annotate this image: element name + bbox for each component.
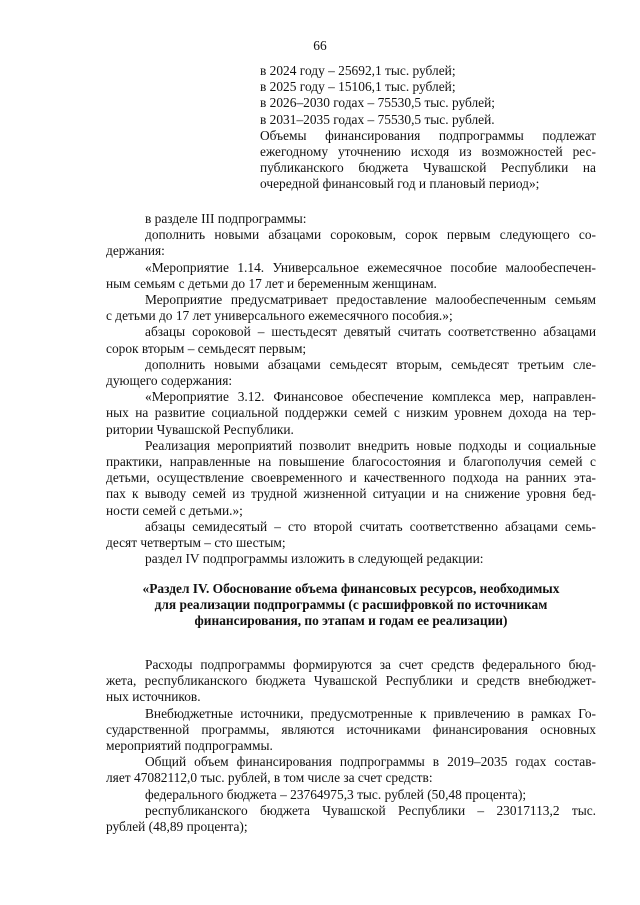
paragraph-line: абзацы сороковой – шестьдесят девятый считать соответственно абзацами [145, 324, 596, 340]
section-iv-text [106, 657, 596, 835]
paragraph-line: Реализация мероприятий позволит внедрить новые подходы и социальные [145, 437, 596, 453]
paragraph-line: пах к выводу семей из трудной жизненной ситуации и на снижение уровня бед- [106, 486, 596, 502]
paragraph-line: «Мероприятие 1.14. Универсальное ежемесячное пособие малообеспечен- [145, 259, 596, 275]
paragraph-line: жета, республиканского бюджета Чувашской Республики и средств внебюджет- [106, 673, 596, 689]
section-heading [106, 581, 596, 630]
paragraph [106, 324, 596, 356]
funding-year-line: в 2026–2030 годах – 75530,5 тыс. рублей; [260, 95, 495, 111]
paragraph-line: раздел IV подпрограммы изложить в следующей редакции: [145, 551, 484, 567]
funding-year-line: в 2025 году – 15106,1 тыс. рублей; [260, 79, 456, 95]
paragraph-line: ляет 47082112,0 тыс. рублей, в том числе за счет средств: [106, 770, 433, 786]
paragraph [106, 227, 596, 259]
funding-year-line: в 2024 году – 25692,1 тыс. рублей; [260, 63, 456, 78]
section-heading-line: для реализации подпрограммы (с расшифровкой по источникам [154, 597, 548, 613]
paragraph [106, 292, 596, 324]
paragraph-line: дующего содержания: [106, 373, 233, 389]
paragraph [106, 551, 596, 567]
paragraph [106, 211, 596, 227]
paragraph-line: практики, направленные на повышение благосостояния и благополучия семей с [106, 454, 596, 470]
paragraph-line: Расходы подпрограммы формируются за счет средств федерального бюд- [145, 657, 596, 672]
paragraph-line: сорок вторым – семьдесят первым; [106, 340, 307, 356]
paragraph [106, 754, 596, 786]
paragraph-line: дополнить новыми абзацами семьдесят вторым, семьдесят третьим сле- [145, 356, 596, 372]
paragraph-line: детьми, осуществление своевременного и качественного подхода на ранних эта- [106, 470, 596, 486]
paragraph-line: сударственной программы, являются источниками финансирования основных [106, 721, 596, 737]
paragraph [106, 438, 596, 519]
funding-note-line: Объемы финансирования подпрограммы подлежат [260, 127, 596, 143]
paragraph-line: ритории Чувашской Республики. [106, 421, 294, 437]
paragraph-line: Общий объем финансирования подпрограммы в 2019–2035 годах состав- [145, 754, 596, 770]
funding-note-line: ежегодному уточнению исходя из возможностей рес- [260, 144, 596, 160]
paragraph-line: с детьми до 17 лет универсального ежемесячного пособия.»; [106, 308, 453, 324]
paragraph-line: ных источников. [106, 689, 201, 705]
paragraph [106, 803, 596, 835]
paragraph-line: федерального бюджета – 23764975,3 тыс. рублей (50,48 процента); [145, 786, 527, 802]
paragraph [106, 260, 596, 292]
section-heading-line: «Раздел IV. Обоснование объема финансовых ресурсов, необходимых [142, 581, 560, 596]
paragraph-line: республиканского бюджета Чувашской Республики – 23017113,2 тыс. [145, 802, 596, 818]
amendments-text [106, 211, 596, 567]
paragraph [106, 657, 596, 706]
paragraph-line: ных на развитие социальной поддержки семей с низким уровнем дохода на тер- [106, 405, 596, 421]
paragraph-line: Мероприятие предусматривает предоставление малообеспеченным семьям [145, 292, 596, 308]
paragraph-line: рублей (48,89 процента); [106, 819, 248, 835]
section-heading-line: финансирования, по этапам и годам ее реализации) [194, 613, 508, 629]
paragraph-line: держания: [106, 243, 165, 259]
paragraph [106, 519, 596, 551]
page-number: 66 [313, 38, 327, 53]
paragraph-line: дополнить новыми абзацами сороковым, сорок первым следующего со- [145, 227, 596, 243]
paragraph-line: десят четвертым – сто шестым; [106, 535, 286, 551]
paragraph-line: Внебюджетные источники, предусмотренные к привлечению в рамках Го- [145, 705, 596, 721]
funding-year-line: в 2031–2035 годах – 75530,5 тыс. рублей. [260, 111, 495, 127]
paragraph-line: мероприятий подпрограммы. [106, 738, 273, 754]
paragraph-line: «Мероприятие 3.12. Финансовое обеспечение комплекса мер, направлен- [145, 389, 596, 405]
paragraph [106, 787, 596, 803]
funding-years-block [260, 63, 596, 193]
paragraph-line: ности семей с детьми.»; [106, 502, 243, 518]
funding-note-line: публиканского бюджета Чувашской Республики на [260, 160, 596, 176]
paragraph-line: ным семьям с детьми до 17 лет и беременным женщинам. [106, 275, 437, 291]
paragraph [106, 389, 596, 438]
paragraph [106, 706, 596, 755]
funding-note-line: очередной финансовый год и плановый период»; [260, 176, 540, 192]
paragraph [106, 357, 596, 389]
paragraph-line: в разделе III подпрограммы: [145, 211, 307, 226]
paragraph-line: абзацы семидесятый – сто второй считать соответственно абзацами семь- [145, 518, 596, 534]
